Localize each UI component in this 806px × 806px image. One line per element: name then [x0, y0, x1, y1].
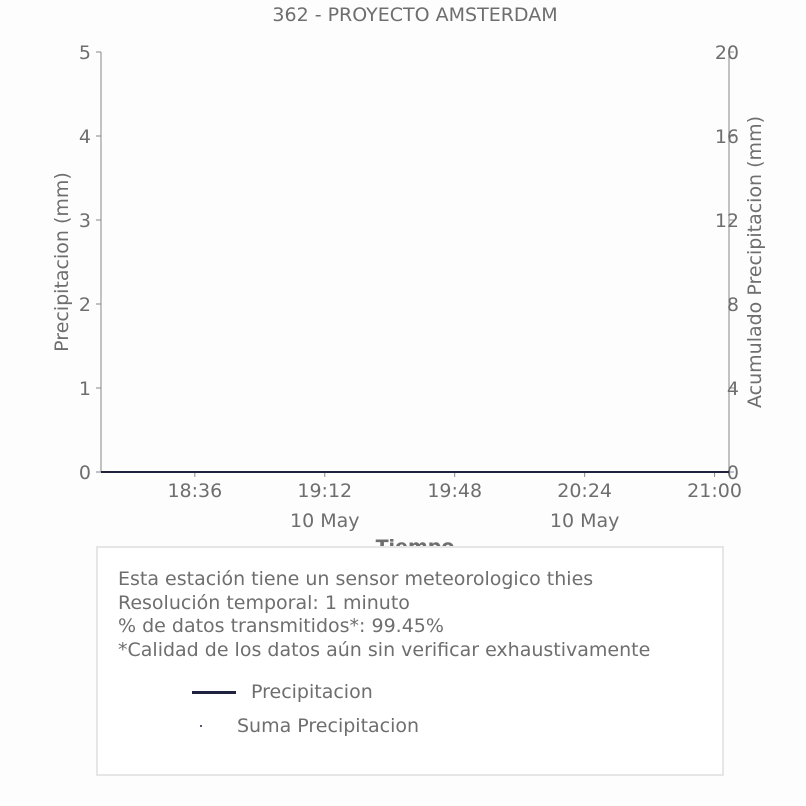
x-tick-date-label: 10 May	[290, 510, 360, 532]
y-tick-label: 5	[78, 42, 91, 64]
legend-item-precipitacion: Precipitacion	[251, 681, 373, 703]
info-line-resolution: Resolución temporal: 1 minuto	[118, 591, 410, 614]
y-axis-label: Precipitacion (mm)	[51, 172, 73, 352]
y2-tick-label: 20	[714, 42, 739, 64]
x-tick-label: 18:36	[167, 480, 223, 502]
y2-tick-label: 4	[726, 378, 739, 400]
info-box	[96, 546, 724, 776]
y-tick-label: 4	[78, 126, 91, 148]
info-line-transmitted: % de datos transmitidos*: 99.45%	[118, 615, 444, 637]
legend-line-icon	[192, 691, 236, 694]
y2-tick-label: 8	[726, 294, 739, 316]
x-tick-date-label: 10 May	[549, 510, 620, 532]
y2-tick-label: 16	[714, 126, 739, 148]
legend-dot-icon	[200, 725, 202, 727]
y2-tick-label: 12	[714, 210, 739, 232]
y-tick-label: 3	[78, 210, 91, 232]
y2-tick-label: 0	[726, 462, 739, 484]
plot-area	[79, 42, 742, 532]
x-tick-label: 19:48	[427, 480, 483, 502]
y-tick-label: 2	[78, 294, 91, 316]
info-line-quality: *Calidad de los datos aún sin verificar exhaustivamente	[118, 638, 651, 661]
y2-axis-label: Acumulado Precipitacion (mm)	[744, 116, 766, 408]
x-tick-label: 19:12	[297, 480, 353, 502]
info-text	[118, 568, 650, 662]
x-tick-label: 21:00	[687, 480, 742, 502]
x-tick-label: 20:24	[557, 480, 613, 502]
chart-title: 362 - PROYECTO AMSTERDAM	[272, 4, 558, 26]
legend-item-suma-precipitacion: Suma Precipitacion	[237, 715, 420, 737]
y-tick-label: 1	[78, 378, 91, 400]
y-tick-label: 0	[78, 462, 91, 484]
info-line-sensor: Esta estación tiene un sensor meteorologico thies	[118, 568, 594, 590]
